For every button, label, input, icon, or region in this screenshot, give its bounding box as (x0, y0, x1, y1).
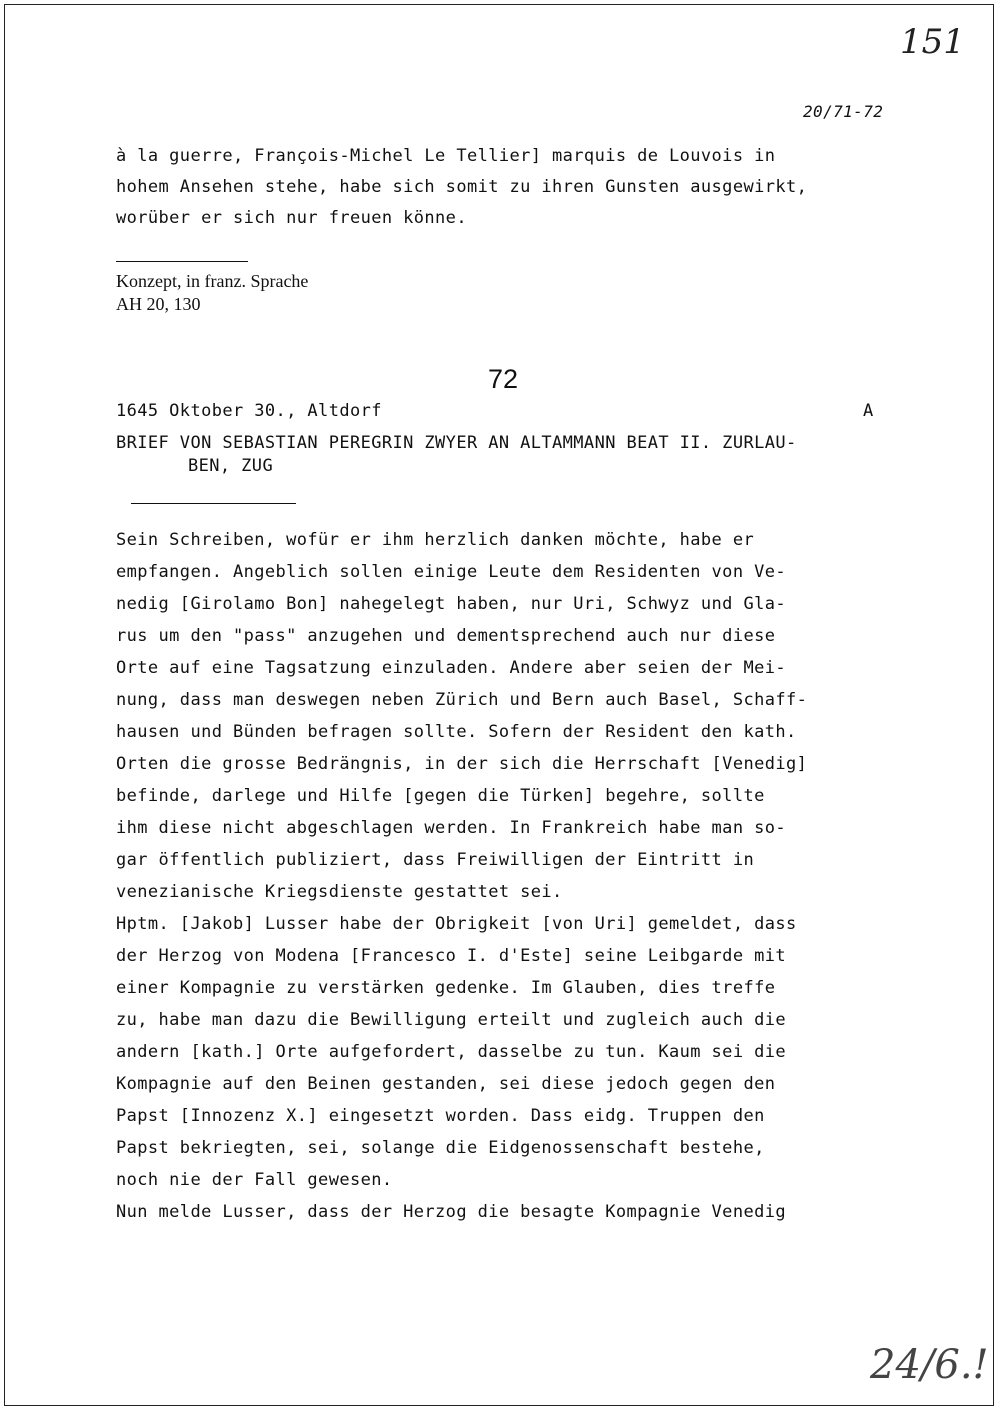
source-note: Konzept, in franz. Sprache (116, 271, 309, 291)
body-line: noch nie der Fall gewesen. (116, 1170, 393, 1190)
body-line: zu, habe man dazu die Bewilligung erteilt und zugleich auch die (116, 1010, 786, 1030)
body-line: einer Kompagnie zu verstärken gedenke. Im Glauben, dies treffe (116, 978, 776, 998)
body-line: nung, dass man deswegen neben Zürich und Bern auch Basel, Schaff- (116, 690, 808, 710)
body-line: nedig [Girolamo Bon] nahegelegt haben, nur Uri, Schwyz und Gla- (116, 594, 786, 614)
body-line: Nun melde Lusser, dass der Herzog die besagte Kompagnie Venedig (116, 1202, 786, 1222)
body-line: Orte auf eine Tagsatzung einzuladen. Andere aber seien der Mei- (116, 658, 786, 678)
entry-number: 72 (488, 364, 519, 394)
body-line: hausen und Bünden befragen sollte. Sofern der Resident den kath. (116, 722, 797, 742)
intro-line: hohem Ansehen stehe, habe sich somit zu ihren Gunsten ausgewirkt, (116, 177, 808, 197)
handwritten-mark: 24/6.! (870, 1342, 989, 1388)
body-line: gar öffentlich publiziert, dass Freiwilligen der Eintritt in (116, 850, 755, 870)
body-line: Sein Schreiben, wofür er ihm herzlich danken möchte, habe er (116, 530, 755, 550)
body-line: Papst bekriegten, sei, solange die Eidgenossenschaft bestehe, (116, 1138, 765, 1158)
folio-number: 151 (900, 22, 965, 62)
body-line: venezianische Kriegsdienste gestattet sei. (116, 882, 563, 902)
body-line: Kompagnie auf den Beinen gestanden, sei diese jedoch gegen den (116, 1074, 776, 1094)
archive-reference: AH 20, 130 (116, 294, 201, 314)
body-line: der Herzog von Modena [Francesco I. d'Este] seine Leibgarde mit (116, 946, 786, 966)
body-line: befinde, darlege und Hilfe [gegen die Türken] begehre, sollte (116, 786, 765, 806)
intro-line: à la guerre, François-Michel Le Tellier] marquis de Louvois in (116, 146, 776, 166)
body-line: rus um den "pass" anzugehen und dementsprechend auch nur diese (116, 626, 776, 646)
date-place: 1645 Oktober 30., Altdorf (116, 401, 382, 421)
intro-line: worüber er sich nur freuen könne. (116, 208, 467, 228)
entry-heading-line: BRIEF VON SEBASTIAN PEREGRIN ZWYER AN ALTAMMANN BEAT II. ZURLAU- (116, 433, 797, 453)
body-line: empfangen. Angeblich sollen einige Leute dem Residenten von Ve- (116, 562, 786, 582)
body-line: Orten die grosse Bedrängnis, in der sich die Herrschaft [Venedig] (116, 754, 808, 774)
body-line: Hptm. [Jakob] Lusser habe der Obrigkeit [von Uri] gemeldet, dass (116, 914, 797, 934)
body-line: andern [kath.] Orte aufgefordert, dasselbe zu tun. Kaum sei die (116, 1042, 786, 1062)
heading-rule (131, 503, 296, 504)
source-rule (116, 261, 248, 262)
body-line: Papst [Innozenz X.] eingesetzt worden. Dass eidg. Truppen den (116, 1106, 765, 1126)
entry-heading-line: BEN, ZUG (188, 456, 274, 476)
doc-reference: 20/71-72 (803, 102, 884, 121)
type-letter: A (863, 401, 874, 421)
body-line: ihm diese nicht abgeschlagen werden. In Frankreich habe man so- (116, 818, 786, 838)
